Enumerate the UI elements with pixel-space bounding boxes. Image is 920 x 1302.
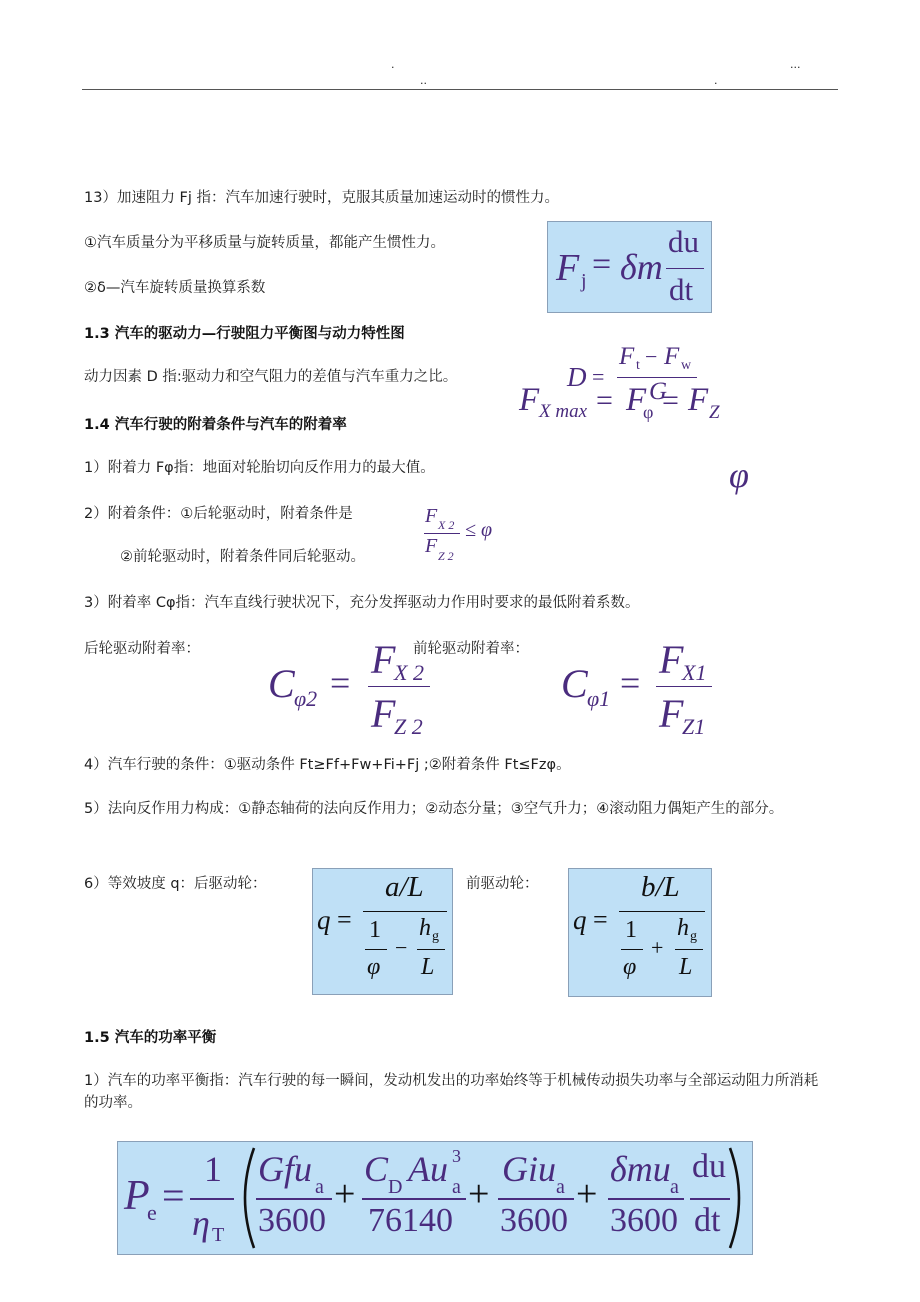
- formula-operator: =: [596, 384, 613, 417]
- formula-term-numerator: C: [364, 1149, 389, 1189]
- formula-subscript: X 2: [438, 518, 455, 532]
- formula-symbol: h: [419, 915, 431, 941]
- fraction-bar: [656, 686, 712, 687]
- formula-symbol: q: [573, 905, 587, 935]
- fraction-bar: [424, 533, 460, 534]
- header-dot: .: [714, 74, 718, 87]
- formula-operator: =: [330, 663, 351, 703]
- formula-fj: [547, 221, 712, 313]
- formula-term-denominator: 76140: [368, 1202, 453, 1239]
- formula-subscript: φ2: [294, 686, 318, 711]
- formula-subscript: j: [581, 270, 587, 292]
- header-dot: ..: [420, 74, 427, 87]
- formula-subscript: a: [556, 1176, 565, 1198]
- formula-subscript: φ1: [587, 686, 611, 711]
- formula-operator: −: [645, 344, 658, 369]
- paragraph-acceleration-resistance: 13）加速阻力 Fj 指：汽车加速行驶时，克服其质量加速运动时的惯性力。: [84, 190, 560, 206]
- formula-one: 1: [625, 917, 637, 943]
- formula-symbol: η: [192, 1203, 210, 1243]
- formula-superscript: 3: [452, 1146, 461, 1166]
- formula-operator: =: [593, 905, 608, 934]
- formula-subscript: Z 2: [438, 549, 454, 563]
- formula-subscript: φ: [643, 402, 654, 422]
- section-heading-1-3: 1.3 汽车的驱动力—行驶阻力平衡图与动力特性图: [84, 326, 405, 342]
- paragraph-adhesion-condition: 2）附着条件：①后轮驱动时，附着条件是: [84, 506, 353, 522]
- paragraph-equivalent-grade: 6）等效坡度 q：后驱动轮：: [84, 876, 267, 892]
- formula-term-numerator: Giu: [502, 1149, 556, 1189]
- formula-operator: +: [468, 1173, 490, 1215]
- header-rule: [82, 89, 838, 90]
- formula-operator: =: [337, 905, 352, 934]
- formula-term-denominator: 3600: [258, 1202, 326, 1239]
- formula-subscript: g: [690, 929, 697, 944]
- paragraph-delta-coefficient: ②δ—汽车旋转质量换算系数: [84, 280, 266, 296]
- formula-operator: +: [576, 1173, 598, 1215]
- formula-subscript: a: [315, 1176, 324, 1198]
- formula-q-front: [568, 868, 712, 997]
- fraction-bar: [675, 949, 703, 950]
- formula-symbol: F: [371, 637, 396, 682]
- formula-symbol: F: [659, 691, 684, 736]
- section-heading-1-4: 1.4 汽车行驶的附着条件与汽车的附着率: [84, 417, 347, 433]
- formula-term-numerator: δmu: [610, 1149, 671, 1189]
- fraction-bar: [365, 949, 387, 950]
- formula-phi: φ: [729, 455, 749, 495]
- formula-q-rear: [312, 868, 453, 995]
- fraction-bar: [362, 1198, 466, 1200]
- formula-symbol: q: [317, 905, 331, 935]
- fraction-bar: [498, 1198, 574, 1200]
- formula-operator: =: [592, 246, 612, 283]
- formula-symbol: F: [556, 247, 580, 289]
- header-dot: .: [391, 58, 395, 71]
- formula-term-denominator: 3600: [500, 1202, 568, 1239]
- fraction-bar: [190, 1198, 234, 1200]
- fraction-bar: [690, 1198, 730, 1200]
- formula-symbol: F: [659, 637, 684, 682]
- formula-subscript: X1: [682, 660, 707, 685]
- fraction-bar: [363, 911, 447, 912]
- formula-power-balance: [117, 1141, 753, 1255]
- formula-symbol: φ: [623, 954, 637, 980]
- formula-operator: +: [651, 935, 664, 960]
- fraction-bar: [417, 949, 445, 950]
- formula-subscript: T: [212, 1224, 225, 1246]
- formula-term-denominator: 3600: [610, 1202, 678, 1239]
- formula-subscript: w: [681, 358, 692, 373]
- paragraph-mass-types: ①汽车质量分为平移质量与旋转质量，都能产生惯性力。: [84, 235, 445, 251]
- paragraph-dynamic-factor: 动力因素 D 指:驱动力和空气阻力的差值与汽车重力之比。: [84, 369, 458, 385]
- formula-operator: =: [162, 1173, 185, 1218]
- formula-term-numerator: Gfu: [258, 1149, 312, 1189]
- formula-symbol: F: [664, 343, 680, 370]
- formula-subscript: g: [432, 929, 439, 944]
- formula-relation: ≤ φ: [465, 519, 493, 541]
- label-front-drive-rate: 前轮驱动附着率：: [413, 641, 529, 657]
- fraction-bar: [256, 1198, 332, 1200]
- formula-symbol: D: [567, 362, 587, 392]
- fraction-bar: [621, 949, 643, 950]
- formula-subscript: X 2: [394, 660, 424, 685]
- formula-symbol: F: [619, 343, 635, 370]
- paragraph-adhesion-force: 1）附着力 Fφ指：地面对轮胎切向反作用力的最大值。: [84, 460, 435, 476]
- fraction-bar: [608, 1198, 684, 1200]
- left-paren: [234, 1144, 258, 1252]
- formula-numerator: a/L: [385, 871, 424, 903]
- formula-symbol: C: [561, 661, 588, 706]
- formula-symbol: F: [626, 382, 647, 418]
- right-paren: [726, 1144, 750, 1252]
- formula-symbol: F: [519, 382, 540, 418]
- formula-subscript: t: [636, 358, 640, 373]
- formula-subscript: a: [452, 1176, 461, 1198]
- formula-operator: −: [395, 935, 408, 960]
- left-paren-stroke: [245, 1148, 254, 1248]
- formula-operator: =: [662, 384, 679, 417]
- label-rear-drive-rate: 后轮驱动附着率：: [84, 641, 200, 657]
- paragraph-driving-conditions: 4）汽车行驶的条件：①驱动条件 Ft≥Ff+Fw+Fi+Fj ;②附着条件 Ft≤Fzφ。: [84, 757, 571, 773]
- header-dot: ...: [790, 58, 801, 71]
- formula-subscript: a: [670, 1176, 679, 1198]
- formula-symbol: L: [679, 954, 693, 980]
- formula-operator: +: [334, 1173, 356, 1215]
- formula-denominator: dt: [669, 272, 694, 307]
- label-front-drive-wheel: 前驱动轮：: [466, 876, 539, 892]
- formula-symbol: P: [124, 1173, 150, 1219]
- formula-numerator: du: [668, 224, 699, 259]
- formula-symbol: L: [421, 954, 435, 980]
- section-heading-1-5: 1.5 汽车的功率平衡: [84, 1030, 217, 1046]
- formula-operator: =: [620, 663, 641, 703]
- formula-one: 1: [204, 1149, 222, 1189]
- fraction-bar: [666, 268, 704, 269]
- formula-numerator: b/L: [641, 871, 680, 903]
- right-paren-stroke: [730, 1148, 739, 1248]
- formula-symbol: F: [425, 535, 438, 557]
- paragraph-adhesion-rate: 3）附着率 Cφ指：汽车直线行驶状况下，充分发挥驱动力作用时要求的最低附着系数。: [84, 595, 640, 611]
- fraction-bar: [619, 911, 705, 912]
- formula-subscript: Z 2: [394, 714, 423, 739]
- paragraph-normal-force: 5）法向反作用力构成：①静态轴荷的法向反作用力；②动态分量；③空气升力；④滚动阻力偶矩产生的部分。: [84, 801, 784, 817]
- formula-term-numerator: Au: [408, 1149, 448, 1189]
- formula-symbol: φ: [367, 954, 381, 980]
- formula-denominator: dt: [694, 1202, 721, 1239]
- formula-symbol: h: [677, 915, 689, 941]
- formula-symbol: δm: [620, 247, 663, 287]
- fraction-bar: [368, 686, 430, 687]
- paragraph-front-drive-condition: ②前轮驱动时，附着条件同后轮驱动。: [120, 549, 365, 565]
- formula-subscript: e: [147, 1200, 157, 1225]
- formula-symbol: F: [371, 691, 396, 736]
- formula-subscript: Z: [709, 402, 720, 423]
- formula-operator: =: [592, 364, 605, 389]
- formula-symbol: F: [688, 382, 709, 418]
- formula-subscript: D: [388, 1176, 403, 1198]
- paragraph-power-balance: 1）汽车的功率平衡指：汽车行驶的每一瞬间，发动机发出的功率始终等于机械传动损失功率与全部运动阻力所消耗的功率。: [84, 1073, 819, 1111]
- formula-one: 1: [369, 917, 381, 943]
- formula-subscript: Z1: [682, 714, 706, 739]
- formula-symbol: C: [268, 661, 295, 706]
- formula-symbol: F: [425, 505, 438, 527]
- formula-numerator: du: [692, 1148, 726, 1185]
- formula-symbol: G: [649, 378, 668, 405]
- formula-subscript: X max: [539, 401, 588, 422]
